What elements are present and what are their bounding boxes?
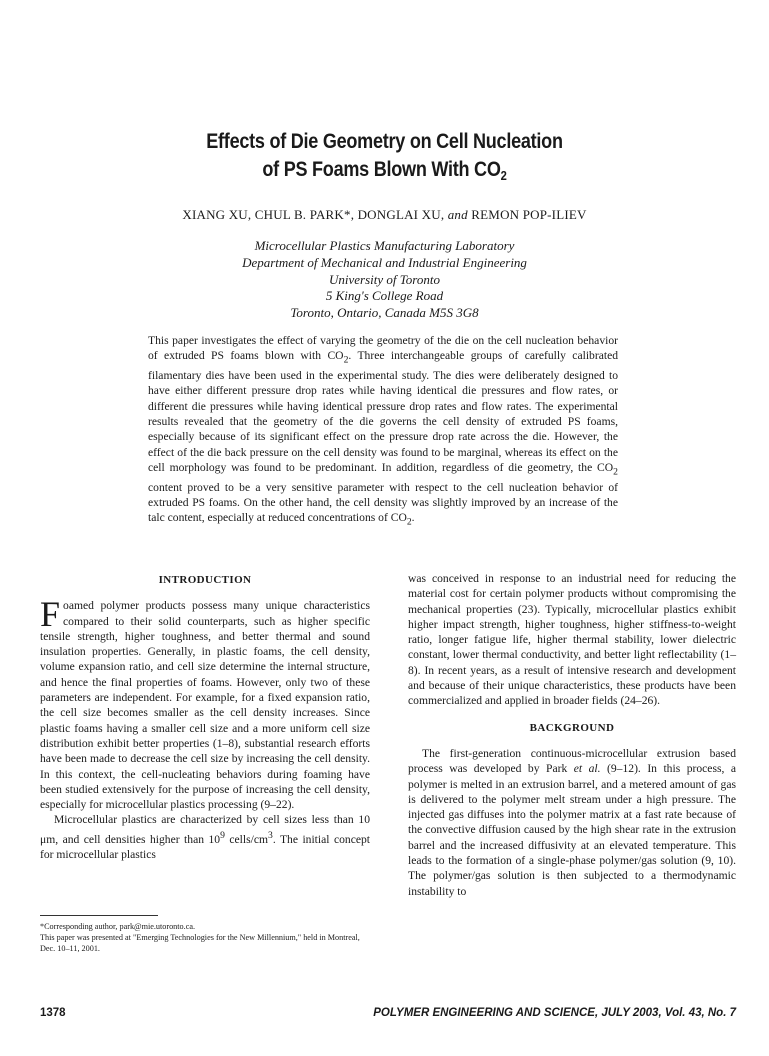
superscript-9: 9 bbox=[220, 829, 225, 841]
affiliation bbox=[0, 238, 769, 322]
introduction-paragraph-2 bbox=[40, 812, 370, 862]
title-line-2-text: of PS Foams Blown With CO bbox=[262, 158, 501, 181]
abstract-text-1: This paper investigates the effect of varying the geometry of the die on the cell nucleation behavior of extruded PS foams blown with CO bbox=[148, 334, 618, 363]
author-last: REMON POP-ILIEV bbox=[471, 207, 587, 222]
abstract-sub-1: 2 bbox=[343, 354, 349, 366]
abstract-text-2: . Three interchangeable groups of carefully calibrated filamentary dies have been used in the experimental study. The dies were deliberately designed to have either different pressure drop rates while having identical die pressures and flow rates, or different die pressures while having identical pressure drop rates and flow rates. The experimental results revealed that the geometry of the die governs the cell density of extruded PS foams, especially because of its significant effect on the pressure drop rate across the die. However, the effect of the die back pressure on the cell density was found to be marginal, whereas its effect on the cell morphology was found to be predominant. In addition, regardless of die geometry, the CO bbox=[148, 349, 619, 475]
drop-cap: F bbox=[40, 594, 61, 635]
title-line-1: Effects of Die Geometry on Cell Nucleation bbox=[206, 130, 563, 153]
abstract bbox=[148, 333, 618, 530]
introduction-text-1: oamed polymer products possess many unique characteristics compared to their solid counterparts, such as higher specific tensile strength, higher toughness, and better thermal and sound insulation properties. Generally, in plastic foams, the cell density, volume expansion ratio, and cell size determine the internal structure, and hence the final properties of foams. However, only two of these parameters are independent. For example, for a fixed expansion ratio, the cell size becomes smaller as the cell density increases. Since plastic foams having a smaller cell size and a more uniform cell size distribution exhibit better properties (1–8), substantial research efforts have been made to decrease the cell size by increasing the cell density. In this context, the cell-nucleating behaviors during foaming have been studied extensively for the purpose of increasing the cell density, especially for microcellular plastics processing (9–22). bbox=[40, 599, 370, 812]
left-column bbox=[40, 573, 370, 862]
title-line-2 bbox=[54, 158, 715, 183]
affiliation-line: 5 King's College Road bbox=[325, 288, 444, 304]
superscript-3: 3 bbox=[268, 829, 273, 841]
footnote-divider bbox=[40, 915, 158, 916]
introduction-continued: was conceived in response to an industrial need for reducing the material cost for certain polymer products without compromising the mechanical properties (23). Typically, microcellular plastics exhibit higher impact strength, higher toughness, higher stiffness-to-weight ratio, longer fatigue life, higher thermal stability, lower dielectric constant, lower thermal conductivity, and better light reflectability (1–8). In recent years, as a result of intensive research and development and because of their unique characteristics, these products have been commercialized and applied in broader fields (24–26). bbox=[408, 572, 736, 708]
introduction-text-2b: cells/cm bbox=[224, 832, 268, 846]
author-names: XIANG XU, CHUL B. PARK*, DONGLAI XU, bbox=[182, 207, 445, 222]
title-subscript: 2 bbox=[500, 168, 507, 183]
affiliation-line: Toronto, Ontario, Canada M5S 3G8 bbox=[290, 305, 479, 321]
author-conjunction: and bbox=[447, 207, 468, 222]
journal-reference: POLYMER ENGINEERING AND SCIENCE, JULY 2003, Vol. 43, No. 7 bbox=[373, 1007, 736, 1019]
introduction-text-2c: . The initial concept for microcellular plastics bbox=[40, 832, 370, 861]
affiliation-line: Microcellular Plastics Manufacturing Laboratory bbox=[254, 238, 515, 253]
abstract-sub-3: 2 bbox=[406, 516, 412, 528]
footnote-presentation: This paper was presented at "Emerging Technologies for the New Millennium," held in Montreal, Dec. 10–11, 2001. bbox=[40, 933, 360, 954]
footnote-corresponding-author: *Corresponding author, park@mie.utoronto.ca. bbox=[40, 922, 196, 931]
background-paragraph bbox=[408, 746, 736, 899]
et-al: et al. bbox=[573, 762, 601, 776]
abstract-text-3: content proved to be a very sensitive parameter with respect to the cell nucleation behavior of extruded PS foams. On the other hand, the cell density was slightly improved by an increase of the talc content, especially at reduced concentrations of CO bbox=[148, 480, 618, 525]
affiliation-line: Department of Mechanical and Industrial Engineering bbox=[242, 254, 527, 270]
background-heading: BACKGROUND bbox=[529, 721, 615, 734]
page-number: 1378 bbox=[40, 1007, 66, 1019]
introduction-heading: INTRODUCTION bbox=[158, 574, 252, 586]
abstract-sub-2: 2 bbox=[613, 466, 618, 478]
introduction-paragraph-1 bbox=[40, 594, 370, 812]
footnotes bbox=[40, 921, 370, 955]
author-list bbox=[0, 207, 769, 223]
affiliation-line: University of Toronto bbox=[329, 271, 440, 287]
background-text-1: The first-generation continuous-microcellular extrusion based process was developed by Park bbox=[408, 746, 736, 776]
background-text-2: (9–12). In this process, a polymer is melted in an extrusion barrel, and a metered amount of gas is delivered to the polymer melt stream under a high pressure. The injected gas diffuses into the polymer matrix at a fast rate because of the convective diffusion caused by the high shear rate in the extrusion barrel and the increased diffusivity at an elevated temperature. This leads to the formation of a single-phase polymer/gas solution (9, 10). The polymer/gas solution is then subjected to a thermodynamic instability to bbox=[408, 762, 737, 898]
introduction-text-2a: Microcellular plastics are characterized by cell sizes less than 10 μm, and cell densities higher than 10 bbox=[40, 813, 370, 846]
right-column bbox=[408, 571, 736, 899]
abstract-text-4: . bbox=[411, 511, 415, 525]
